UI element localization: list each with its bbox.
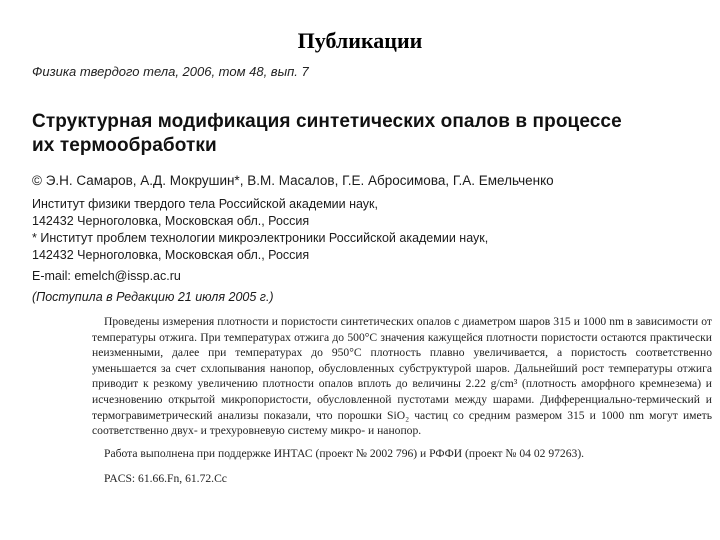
affiliations xyxy=(32,196,692,264)
received-date: (Поступила в Редакцию 21 июля 2005 г.) xyxy=(32,290,274,304)
journal-citation: Физика твердого тела, 2006, том 48, вып. 7 xyxy=(32,64,309,79)
paper-title xyxy=(32,110,692,158)
affiliation-line: 142432 Черноголовка, Московская обл., Россия xyxy=(32,248,310,262)
paper-page xyxy=(32,62,712,486)
affiliation-line: Институт физики твердого тела Российской академии наук, xyxy=(32,197,379,211)
slide-title: Публикации xyxy=(297,28,423,53)
affiliation-line: * Институт проблем технологии микроэлектроники Российской академии наук, xyxy=(32,231,489,245)
paper-title-line-2: их термообработки xyxy=(32,135,217,156)
pacs-codes: PACS: 61.66.Fn, 61.72.Cc xyxy=(104,471,227,485)
abstract-text: Проведены измерения плотности и пористости синтетических опалов с диаметром шаров 315 и 1000 nm в зависимости от температуры отжига. При температурах отжига до 500°C значения кажущейся плотности пористости остаются практически неизменными, далее при температурах до 950°C плотность плавно увеличивается, а пористость соответственно уменьшается за счет схлопывания нанопор, обусловленных субструктурой шаров. Дальнейший рост температуры отжига приводит к резкому увеличению плотности опалов вплоть до величины 2.22 g/cm³ (плотность аморфного кремнезема) и исчезновению открытой микропористости, обусловленной пустотами между шарами. Дифференциально-термический и термогравиметрический анализы показали, что порошки SiO₂ частиц со средним размером 315 и 1000 nm могут иметь соответственно двух- и трехуровневую систему микро- и нанопор. xyxy=(92,315,712,438)
affiliation-line: 142432 Черноголовка, Московская обл., Россия xyxy=(32,214,310,228)
funding-note: Работа выполнена при поддержке ИНТАС (проект № 2002 796) и РФФИ (проект № 04 02 97263). xyxy=(104,446,585,460)
email-line: E-mail: emelch@issp.ac.ru xyxy=(32,269,181,283)
paper-title-line-1: Структурная модификация синтетических опалов в процессе xyxy=(32,111,622,132)
authors-line: © Э.Н. Самаров, А.Д. Мокрушин*, В.М. Масалов, Г.Е. Абросимова, Г.А. Емельченко xyxy=(32,173,554,188)
